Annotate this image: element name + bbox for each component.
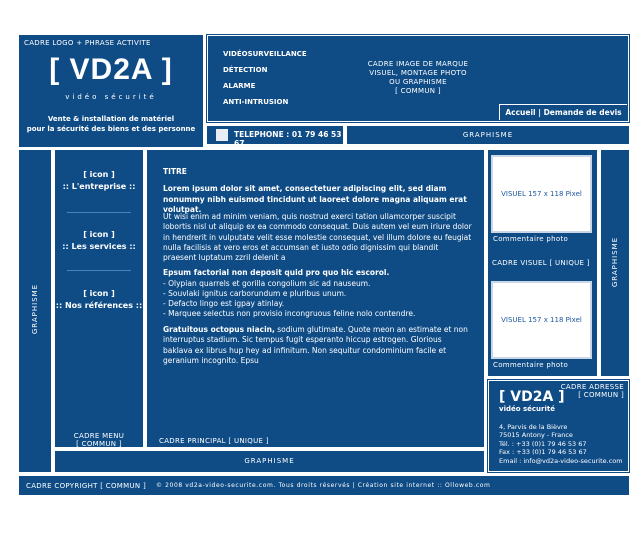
main-frame bbox=[147, 150, 484, 447]
footer bbox=[19, 476, 629, 495]
brand-image-line-4: [ COMMUN ] bbox=[395, 87, 441, 95]
list-item: - Souvlaki ignitus carborundum e pluribus unum. bbox=[163, 289, 347, 298]
main-frame-label: CADRE PRINCIPAL [ UNIQUE ] bbox=[159, 437, 269, 445]
menu-item-entreprise[interactable] bbox=[55, 170, 143, 191]
menu-frame-label bbox=[55, 432, 143, 448]
list-item: - Defacto lingo est igpay atinlay. bbox=[163, 299, 285, 308]
header-nav-frame bbox=[207, 35, 629, 122]
tagline-1: Vente & installation de matériel bbox=[47, 115, 175, 123]
main-paragraph-1: Ut wisi enim ad minim veniam, quis nostrud exerci tation ullamcorper suscipit lobortis nisl ut aliquip ex ea commodo consequat. Duis autem vel eum iriure dolor in hendrerit in vulputate velit esse molestie consequat, vel illum dolore eu feugiat nulla facilisis at vero eros et accumsan et iusto odio dignissim qui blandit praesent luptatum zzril delenit a bbox=[163, 212, 472, 263]
phone-number[interactable]: TELEPHONE : 01 79 46 53 67 bbox=[234, 130, 342, 148]
phone-bar bbox=[207, 126, 343, 148]
menu-item-references[interactable] bbox=[55, 289, 143, 310]
tagline-2: pour la sécurité des biens et des personne bbox=[26, 125, 196, 133]
main-paragraph-2 bbox=[163, 325, 473, 366]
visual-box-1: VISUEL 157 x 118 Pixel bbox=[491, 155, 592, 233]
graphisme-bottom: GRAPHISME bbox=[55, 451, 484, 472]
visual-caption-2: Commentaire photo bbox=[493, 361, 569, 369]
main-list-title: Epsum factorial non deposit quid pro quo hic escorol. bbox=[163, 268, 390, 277]
brand-image-line-1: CADRE IMAGE DE MARQUE bbox=[367, 60, 469, 68]
list-item: - Olypian quarrels et gorilla congolium sic ad nauseum. bbox=[163, 279, 371, 288]
brand-image-line-2: VISUEL, MONTAGE PHOTO bbox=[369, 69, 467, 77]
visual-frame bbox=[488, 150, 597, 376]
logo-frame-label: CADRE LOGO + PHRASE ACTIVITE bbox=[24, 39, 151, 47]
nav-alarme[interactable]: ALARME bbox=[223, 82, 256, 90]
brand-image-line-3: OU GRAPHISME bbox=[389, 78, 447, 86]
phone-icon bbox=[216, 129, 228, 141]
address-lines bbox=[499, 423, 623, 465]
menu-item-services[interactable] bbox=[55, 230, 143, 251]
address-frame bbox=[488, 380, 629, 472]
logo[interactable]: [ VD2A ] bbox=[49, 53, 173, 86]
visual-box-2: VISUEL 157 x 118 Pixel bbox=[491, 281, 592, 359]
main-paragraph-2-bold: Gratuitous octopus niacin, bbox=[163, 325, 275, 334]
nav-videosurveillance[interactable]: VIDÉOSURVEILLANCE bbox=[223, 50, 307, 58]
visual-caption-1: Commentaire photo bbox=[493, 235, 569, 243]
address-frame-label-1: CADRE ADRESSE bbox=[560, 383, 624, 391]
address-line: 4, Parvis de la Bièvre bbox=[499, 423, 568, 431]
footer-copyright[interactable]: © 2008 vd2a-video-securite.com. Tous droits réservés | Création site internet :: Olloweb.com bbox=[156, 482, 491, 489]
menu-icon-2: [ icon ] bbox=[83, 230, 115, 239]
graphisme-top: GRAPHISME bbox=[347, 126, 629, 144]
address-line: 75015 Antony - France bbox=[499, 431, 573, 440]
footer-frame-label: CADRE COPYRIGHT [ COMMUN ] bbox=[26, 482, 146, 490]
address-frame-label bbox=[561, 383, 624, 399]
graphisme-left bbox=[19, 150, 51, 472]
address-logo-sub: vidéo sécurité bbox=[499, 405, 555, 413]
page-title: TITRE bbox=[163, 167, 187, 176]
visual-frame-label: CADRE VISUEL [ UNIQUE ] bbox=[492, 259, 590, 267]
address-email[interactable]: Email : info@vd2a-video-securite.com bbox=[499, 456, 623, 465]
address-frame-label-2: [ COMMUN ] bbox=[578, 391, 624, 399]
nav-anti-intrusion[interactable]: ANTI-INTRUSION bbox=[223, 98, 289, 106]
graphisme-right bbox=[601, 150, 629, 376]
menu-frame bbox=[55, 150, 143, 447]
menu-divider bbox=[67, 270, 131, 271]
nav-detection[interactable]: DÉTECTION bbox=[223, 66, 268, 74]
logo-subtitle: vidéo sécurité bbox=[65, 93, 157, 101]
address-line: Tél. : +33 (0)1 79 46 53 67 bbox=[499, 439, 587, 448]
menu-divider bbox=[67, 212, 131, 213]
address-logo: [ VD2A ] bbox=[499, 389, 565, 405]
logo-frame bbox=[19, 35, 203, 147]
graphisme-right-label: GRAPHISME bbox=[611, 236, 619, 288]
main-paragraph-2-text: sodium glutimate. Quote meon an estimate et non interruptus stadium. Sic tempus fugit esperanto hiccup estrogen. Glorious baklava ex librus hup hey ad infinitum. Non sequitur condominium facile et geranium incognito. Epsu bbox=[163, 325, 468, 365]
list-item: - Marquee selectus non provisio incongruous feline nolo contendre. bbox=[163, 309, 416, 318]
address-line: Fax : +33 (0)1 79 46 53 67 bbox=[499, 448, 587, 457]
menu-frame-label-1: CADRE MENU bbox=[73, 432, 125, 440]
menu-frame-label-2: [ COMMUN ] bbox=[76, 440, 122, 448]
main-lead: Lorem ipsum dolor sit amet, consectetuer adipiscing elit, sed diam nonummy nibh euismod tincidunt ut laoreet dolore magna aliquam erat volutpat. bbox=[163, 184, 467, 214]
menu-icon-1: [ icon ] bbox=[83, 170, 115, 179]
menu-label-services: :: Les services :: bbox=[62, 242, 136, 251]
menu-label-entreprise: :: L'entreprise :: bbox=[62, 182, 136, 191]
menu-label-references: :: Nos références :: bbox=[55, 301, 143, 310]
menu-icon-3: [ icon ] bbox=[83, 289, 115, 298]
graphisme-left-label: GRAPHISME bbox=[31, 283, 39, 335]
header-links[interactable]: Accueil | Demande de devis bbox=[499, 104, 627, 120]
main-list bbox=[163, 279, 473, 319]
brand-image-frame bbox=[356, 60, 480, 96]
